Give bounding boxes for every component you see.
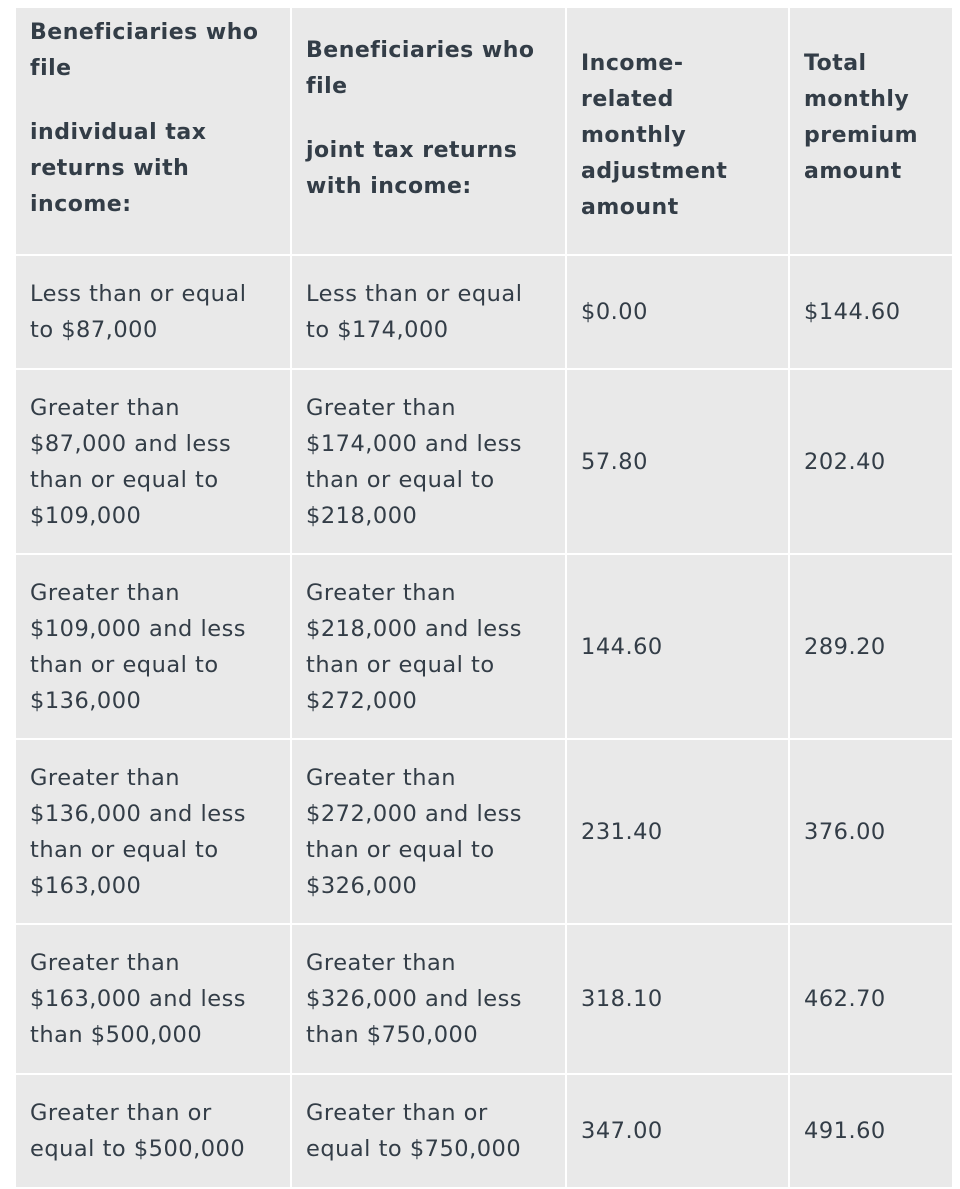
- cell-adjustment: 347.00: [566, 1074, 789, 1188]
- cell-individual-income: Greater than or equal to $500,000: [15, 1074, 291, 1188]
- header-individual-line1: Beneficiaries who file: [30, 20, 259, 81]
- header-individual-line2: individual tax returns with income:: [30, 120, 207, 217]
- cell-total-premium: 376.00: [789, 739, 953, 924]
- header-joint-line1: Beneficiaries who file: [306, 38, 535, 99]
- cell-joint-income: Greater than $218,000 and less than or equal to $272,000: [291, 554, 566, 739]
- premium-table: [14, 6, 954, 1189]
- table-row: [15, 554, 953, 739]
- cell-joint-income: Greater than $174,000 and less than or equal to $218,000: [291, 369, 566, 554]
- cell-adjustment: 231.40: [566, 739, 789, 924]
- cell-individual-income: Greater than $109,000 and less than or equal to $136,000: [15, 554, 291, 739]
- header-individual-filers: [15, 7, 291, 255]
- cell-total-premium: 289.20: [789, 554, 953, 739]
- header-adjustment-amount: Income-related monthly adjustment amount: [566, 7, 789, 255]
- cell-total-premium: 462.70: [789, 924, 953, 1074]
- table-row: [15, 739, 953, 924]
- cell-individual-income: Greater than $136,000 and less than or equal to $163,000: [15, 739, 291, 924]
- cell-adjustment: 57.80: [566, 369, 789, 554]
- cell-individual-income: Greater than $87,000 and less than or equal to $109,000: [15, 369, 291, 554]
- table-row: [15, 255, 953, 369]
- cell-joint-income: Greater than $272,000 and less than or equal to $326,000: [291, 739, 566, 924]
- cell-adjustment: 144.60: [566, 554, 789, 739]
- table-header-row: [15, 7, 953, 255]
- cell-joint-income: Less than or equal to $174,000: [291, 255, 566, 369]
- table-row: [15, 369, 953, 554]
- cell-adjustment: 318.10: [566, 924, 789, 1074]
- cell-joint-income: Greater than or equal to $750,000: [291, 1074, 566, 1188]
- cell-individual-income: Less than or equal to $87,000: [15, 255, 291, 369]
- table-row: [15, 1074, 953, 1188]
- cell-individual-income: Greater than $163,000 and less than $500,000: [15, 924, 291, 1074]
- cell-total-premium: 491.60: [789, 1074, 953, 1188]
- header-joint-filers: [291, 7, 566, 255]
- cell-total-premium: 202.40: [789, 369, 953, 554]
- header-joint-line2: joint tax returns with income:: [306, 138, 518, 199]
- cell-adjustment: $0.00: [566, 255, 789, 369]
- premium-table-container: [14, 6, 952, 1187]
- cell-joint-income: Greater than $326,000 and less than $750,000: [291, 924, 566, 1074]
- cell-total-premium: $144.60: [789, 255, 953, 369]
- table-row: [15, 924, 953, 1074]
- header-total-premium: Total monthly premium amount: [789, 7, 953, 255]
